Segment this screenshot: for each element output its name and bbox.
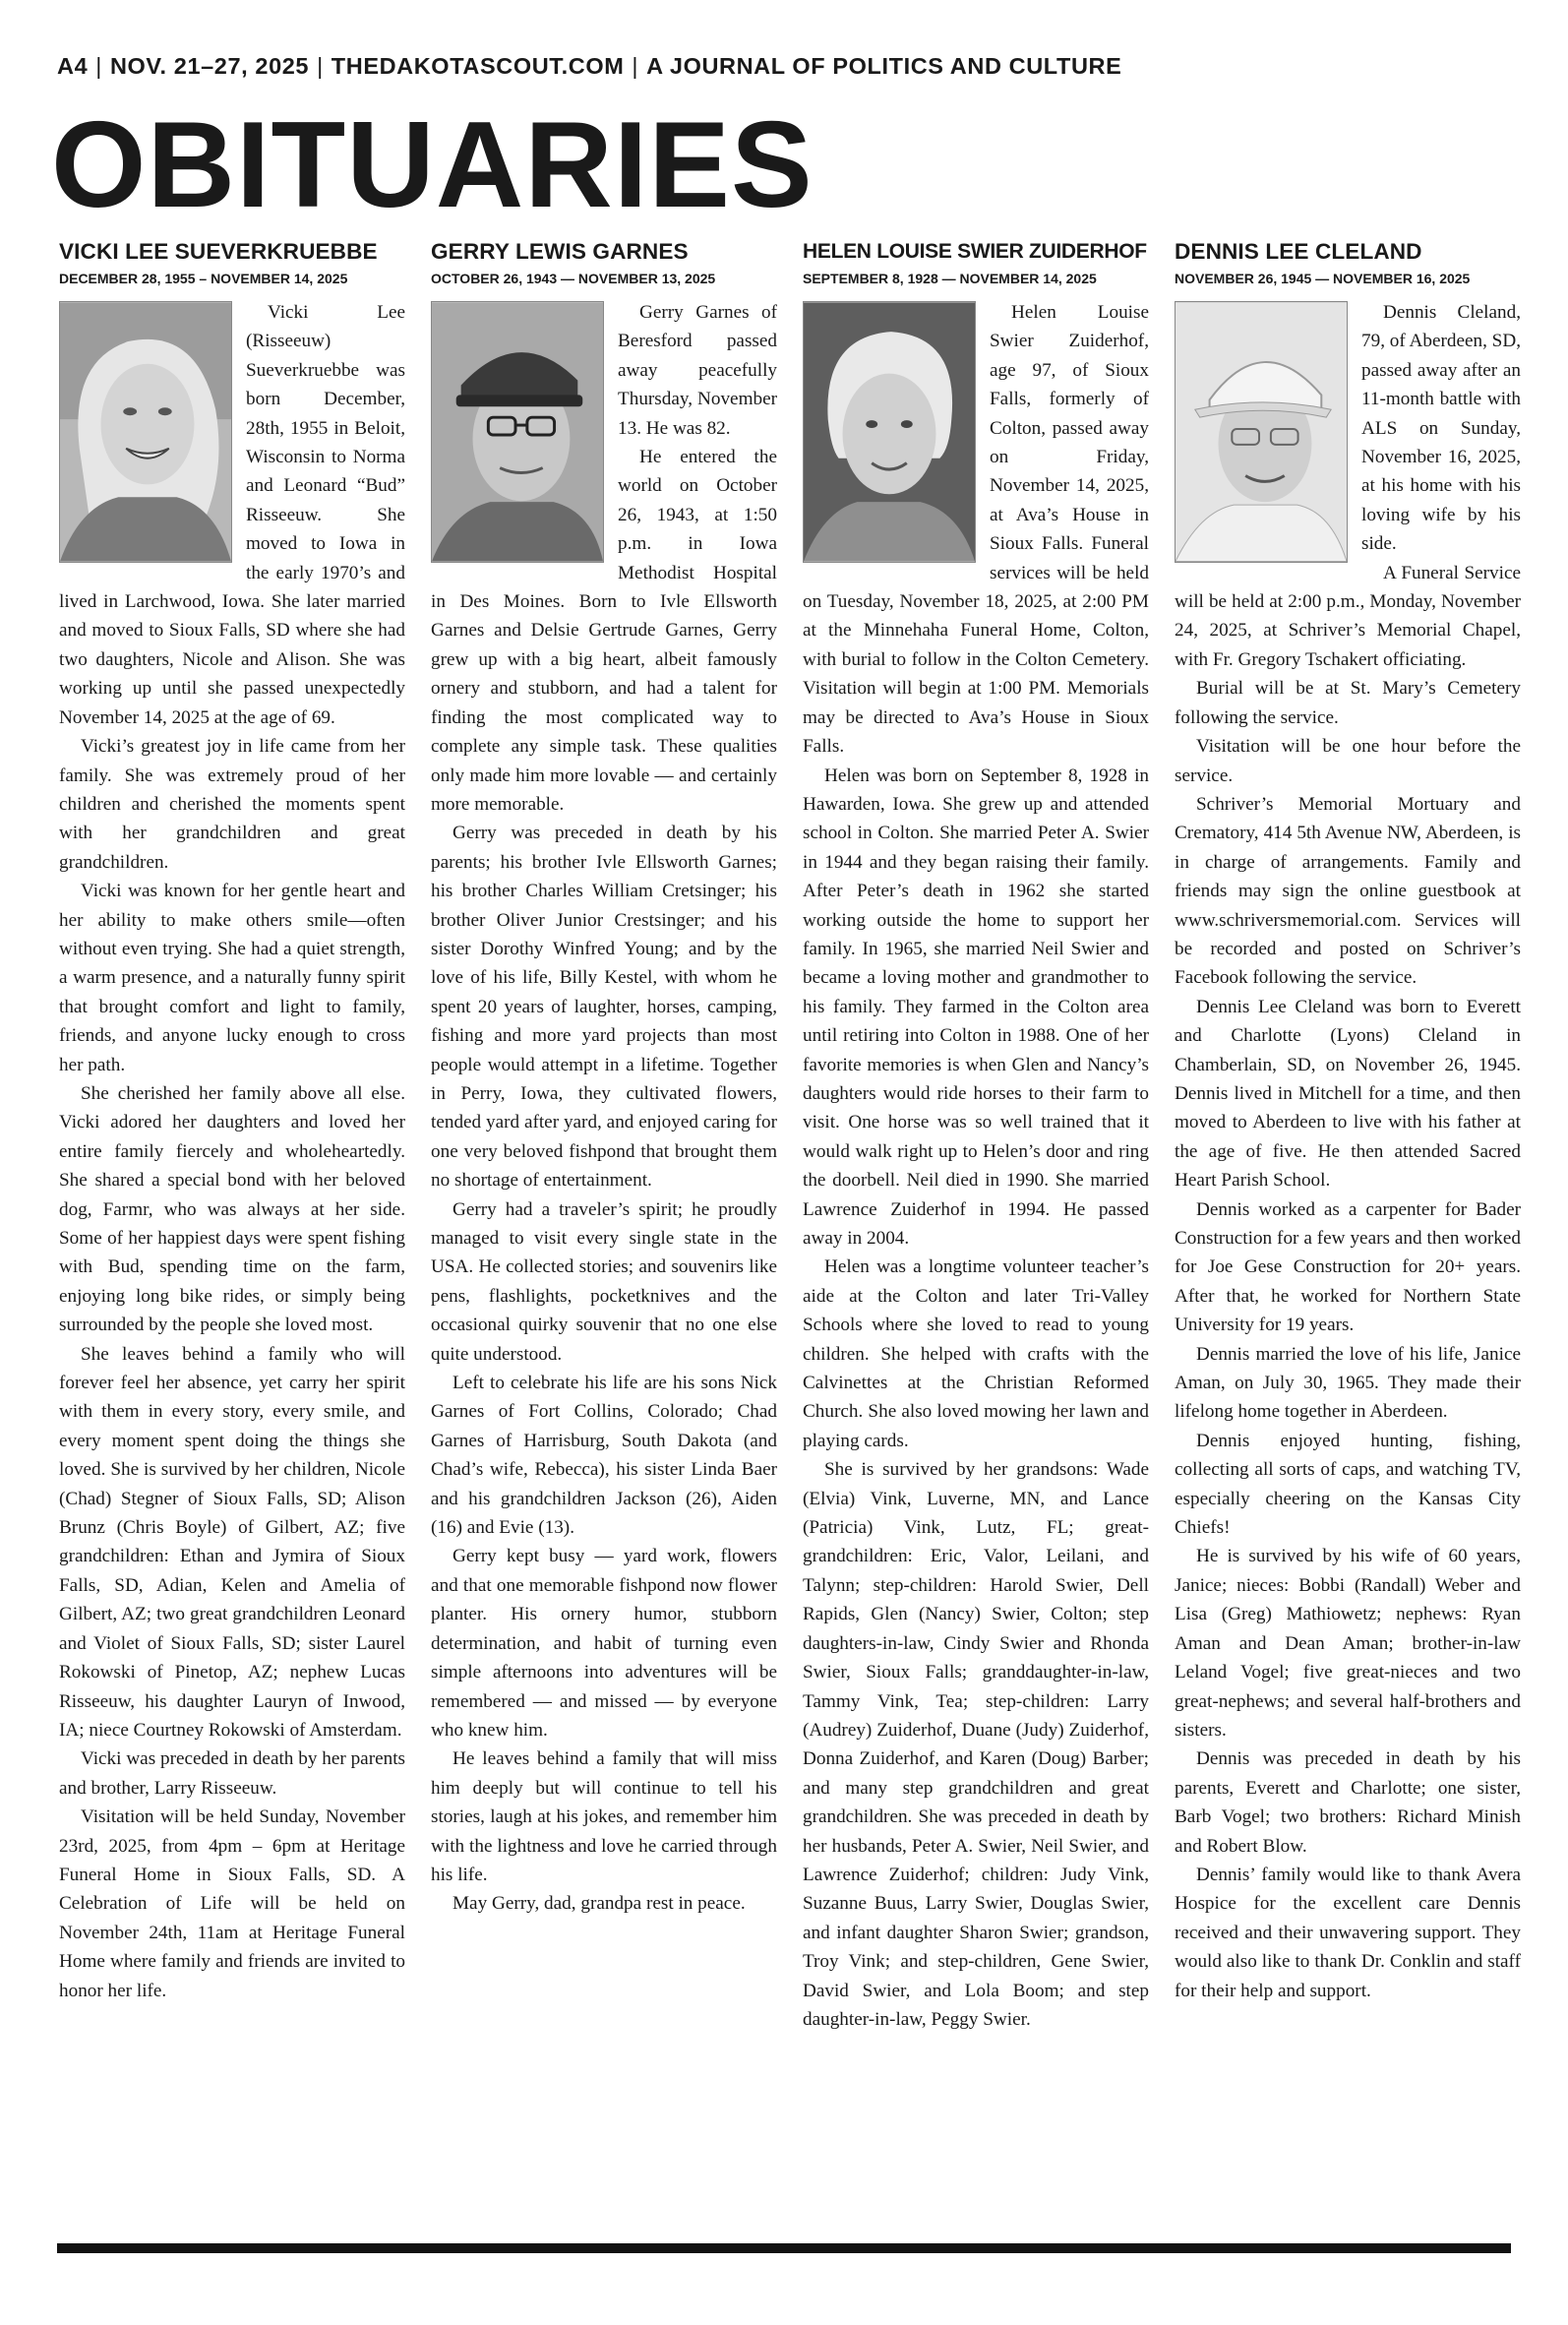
portrait-photo bbox=[431, 301, 604, 563]
obituary-paragraph: Helen Louise Swier Zuiderhof, age 97, of Sioux Falls, formerly of Colton, passed away on Friday, November 14, 2025, at Ava’s House in Sioux Falls. Funeral services will be held on Tuesday, November 18, 2025, at 2:00 PM at the Minnehaha Funeral Home, Colton, with burial to follow in the Colton Cemetery. Visitation will begin at 1:00 PM. Memorials may be directed to Ava’s House in Sioux Falls. bbox=[803, 302, 1149, 758]
obituary-paragraph: He leaves behind a family that will miss him deeply but will continue to tell his stories, laugh at his jokes, and remember him with the lightness and love he carried through his life. bbox=[431, 1748, 777, 1885]
portrait-photo bbox=[1175, 301, 1348, 563]
obituary-paragraph: Gerry was preceded in death by his parents; his brother Ivle Ellsworth Garnes; his brother Charles William Cretsinger; his brother Oliver Junior Crestsinger; and his sister Dorothy Winfred Young; and by the love of his life, Billy Kestel, with whom he spent 20 years of laughter, horses, camping, fishing and more yard projects than most people would attempt in a lifetime. Together in Perry, Iowa, they cultivated flowers, tended yard after yard, and enjoyed caring for one very beloved fishpond that brought them no shortage of entertainment. bbox=[431, 823, 777, 1192]
obituary-paragraph: A Funeral Service will be held at 2:00 p.m., Monday, November 24, 2025, at Schriver’s Memorial Chapel, with Fr. Gregory Tschakert officiating. bbox=[1175, 562, 1521, 670]
obituary-column bbox=[59, 238, 405, 2235]
portrait-photo bbox=[803, 301, 976, 563]
obituary-dates: SEPTEMBER 8, 1928 — NOVEMBER 14, 2025 bbox=[803, 271, 1097, 286]
obituary-paragraph: Visitation will be held Sunday, November 23rd, 2025, from 4pm – 6pm at Heritage Funeral Home in Sioux Falls, SD. A Celebration of Life will be held on November 24th, 11am at Heritage Funeral Home where family and friends are invited to honor her life. bbox=[59, 1806, 405, 2001]
obituary-paragraph: Helen was a longtime volunteer teacher’s aide at the Colton and later Tri-Valley Schools where she loved to read to young children. She helped with crafts with the Calvinettes at the Christian Reformed Church. She also loved mowing her lawn and playing cards. bbox=[803, 1256, 1149, 1451]
obituary-paragraph: Dennis enjoyed hunting, fishing, collecting all sorts of caps, and watching TV, especially cheering on the Kansas City Chiefs! bbox=[1175, 1430, 1521, 1539]
site-url: THEDAKOTASCOUT.COM bbox=[331, 53, 625, 79]
portrait-man-white-cap-icon bbox=[1176, 302, 1347, 562]
obituary-paragraph: Vicki was known for her gentle heart and her ability to make others smile—often without even trying. She had a quiet strength, a warm presence, and a naturally funny spirit that brought comfort and light to family, friends, and anyone lucky enough to cross her path. bbox=[59, 881, 405, 1075]
obituary-body bbox=[431, 298, 777, 1919]
obituary-dates: OCTOBER 26, 1943 — NOVEMBER 13, 2025 bbox=[431, 271, 716, 286]
obituary-paragraph: Schriver’s Memorial Mortuary and Crematory, 414 5th Avenue NW, Aberdeen, is in charge of arrangements. Family and friends may sign the online guestbook at www.schriversmemorial.com. Services will be recorded and posted on Schriver’s Facebook following the service. bbox=[1175, 793, 1521, 989]
obituary-paragraph: She is survived by her grandsons: Wade (Elvia) Vink, Luverne, MN, and Lance (Patricia) Vink, Lutz, FL; great-grandchildren: Eric, Valor, Leilani, and Talynn; step-children: Harold Swier, Dell Rapids, Glen (Nancy) Swier, Colton; step daughters-in-law, Cindy Swier and Rhonda Swier, Sioux Falls; granddaughter-in-law, Tammy Vink, Tea; step-children: Larry (Audrey) Zuiderhof, Duane (Judy) Zuiderhof, Donna Zuiderhof, and Karen (Doug) Barber; and many step grandchildren and great grandchildren. She was preceded in death by her husbands, Peter A. Swier, Neil Swier, and Lawrence Zuiderhof; children: Judy Vink, Suzanne Buus, Larry Swier, Douglas Swier, and infant daughter Sharon Swier; grandson, Troy Vink; and step-children, Gene Swier, David Swier, and Lola Boom; and step daughter-in-law, Peggy Swier. bbox=[803, 1459, 1149, 2030]
obituary-paragraph: She cherished her family above all else. Vicki adored her daughters and loved her entire family fiercely and wholeheartedly. She shared a special bond with her beloved dog, Farmr, who was always at her side. Some of her happiest days were spent fishing with Bud, spending time on the farm, enjoying long bike rides, or simply being surrounded by the people she loved most. bbox=[59, 1082, 405, 1336]
obituary-body bbox=[803, 298, 1149, 2034]
obituary-column bbox=[1175, 238, 1521, 2235]
obituary-paragraph: Dennis married the love of his life, Janice Aman, on July 30, 1965. They made their lifelong home together in Aberdeen. bbox=[1175, 1343, 1521, 1423]
page-folio bbox=[57, 51, 1513, 81]
obituary-paragraph: Vicki’s greatest joy in life came from her family. She was extremely proud of her children and cherished the moments spent with her grandchildren and great grandchildren. bbox=[59, 736, 405, 873]
obituary-paragraph: Dennis worked as a carpenter for Bader Construction for a few years and then worked for Joe Gese Construction for 20+ years. After that, he worked for Northern State University for 19 years. bbox=[1175, 1198, 1521, 1336]
obituary-paragraph: Helen was born on September 8, 1928 in Hawarden, Iowa. She grew up and attended school in Colton. She married Peter A. Swier in 1944 and they began raising their family. After Peter’s death in 1962 she started working outside the home to support her family. In 1965, she married Neil Swier and became a loving mother and grandmother to his family. They farmed in the Colton area until retiring into Colton in 1988. One of her favorite memories is when Glen and Nancy’s daughters would ride horses to their farm to visit. One horse was so well trained that it would walk right up to Helen’s door and ring the doorbell. Neil died in 1990. She married Lawrence Zuiderhof in 1994. He passed away in 2004. bbox=[803, 765, 1149, 1249]
folio-divider: | bbox=[632, 53, 639, 79]
obituary-paragraph: Vicki was preceded in death by her parents and brother, Larry Risseeuw. bbox=[59, 1748, 405, 1799]
obituary-paragraph: He entered the world on October 26, 1943, at 1:50 p.m. in Iowa Methodist Hospital in Des Moines. Born to Ivle Ellsworth Garnes and Delsie Gertrude Garnes, Gerry grew up with a big heart, albeit famously ornery and stubborn, and had a talent for finding the most complicated way to complete any simple task. These qualities only made him more lovable — and certainly more memorable. bbox=[431, 447, 777, 815]
portrait-woman-smiling-icon bbox=[60, 302, 231, 562]
obituary-column bbox=[431, 238, 777, 2235]
obituary-dates: DECEMBER 28, 1955 – NOVEMBER 14, 2025 bbox=[59, 271, 348, 286]
obituary-name: DENNIS LEE CLELAND bbox=[1175, 239, 1422, 264]
obituary-paragraph: Dennis Lee Cleland was born to Everett and Charlotte (Lyons) Cleland in Chamberlain, SD, on November 26, 1945. Dennis lived in Mitchell for a time, and then moved to Aberdeen to live with his father at the age of five. He then attended Sacred Heart Parish School. bbox=[1175, 996, 1521, 1192]
obituary-paragraph: He is survived by his wife of 60 years, Janice; nieces: Bobbi (Randall) Weber and Lisa (Greg) Mathiowetz; nephews: Ryan Aman and Dean Aman; brother-in-law Leland Vogel; five great-nieces and two great-nephews; and several half-brothers and sisters. bbox=[1175, 1546, 1521, 1741]
obituary-paragraph: Dennis Cleland, 79, of Aberdeen, SD, passed away after an 11-month battle with ALS on Sunday, November 16, 2025, at his home with his loving wife by his side. bbox=[1361, 302, 1521, 555]
obituary-paragraph: Gerry had a traveler’s spirit; he proudly managed to visit every single state in the USA. He collected stories; and souvenirs like pens, flashlights, pocketknives and the occasional quirky souvenir that no one else quite understood. bbox=[431, 1198, 777, 1365]
bottom-rule bbox=[57, 2243, 1511, 2253]
obituary-dates: NOVEMBER 26, 1945 — NOVEMBER 16, 2025 bbox=[1175, 271, 1471, 286]
obituary-paragraph: Left to celebrate his life are his sons Nick Garnes of Fort Collins, Colorado; Chad Garnes of Harrisburg, South Dakota (and Chad’s wife, Rebecca), his sister Linda Baer and his grandchildren Jackson (26), Aiden (16) and Evie (13). bbox=[431, 1373, 777, 1539]
folio-divider: | bbox=[95, 53, 102, 79]
obituary-paragraph: Vicki Lee (Risseeuw) Sueverkruebbe was born December, 28th, 1955 in Beloit, Wisconsin to Norma and Leonard “Bud” Risseeuw. She moved to Iowa in the early 1970’s and lived in Larchwood, Iowa. She later married and moved to Sioux Falls, SD where she had two daughters, Nicole and Alison. She was working up until she passed unexpectedly November 14, 2025 at the age of 69. bbox=[59, 302, 405, 728]
publication-tagline: A JOURNAL OF POLITICS AND CULTURE bbox=[646, 53, 1122, 79]
obituary-name: VICKI LEE SUEVERKRUEBBE bbox=[59, 239, 378, 264]
portrait-elderly-woman-icon bbox=[804, 302, 975, 562]
obituary-paragraph: She leaves behind a family who will forever feel her absence, yet carry her spirit with them in every story, every smile, and every moment spent doing the things she loved. She is survived by her children, Nicole (Chad) Stegner of Sioux Falls, SD; Alison Brunz (Chris Boyle) of Gilbert, AZ; five grandchildren: Ethan and Jymira of Sioux Falls, SD, Adian, Kelen and Amelia of Gilbert, AZ; two great grandchildren Leonard and Violet of Sioux Falls, SD; sister Laurel Rokowski of Pinetop, AZ; nephew Lucas Risseeuw, his daughter Lauryn of Inwood, IA; niece Courtney Rokowski of Amsterdam. bbox=[59, 1343, 405, 1741]
obituary-name: HELEN LOUISE SWIER ZUIDERHOF bbox=[803, 240, 1147, 263]
obituary-column bbox=[803, 238, 1149, 2235]
portrait-man-cap-glasses-icon bbox=[432, 302, 603, 562]
obituary-paragraph: May Gerry, dad, grandpa rest in peace. bbox=[452, 1893, 746, 1915]
section-title: OBITUARIES bbox=[51, 97, 814, 233]
issue-dates: NOV. 21–27, 2025 bbox=[109, 53, 310, 79]
obituary-paragraph: Visitation will be one hour before the service. bbox=[1175, 736, 1521, 786]
obituary-body bbox=[59, 298, 405, 2005]
obituary-paragraph: Gerry Garnes of Beresford passed away peacefully Thursday, November 13. He was 82. bbox=[618, 302, 777, 439]
obituary-name: GERRY LEWIS GARNES bbox=[431, 239, 689, 264]
obituary-paragraph: Burial will be at St. Mary’s Cemetery following the service. bbox=[1175, 678, 1521, 728]
obituary-paragraph: Dennis was preceded in death by his parents, Everett and Charlotte; one sister, Barb Vogel; two brothers: Richard Minish and Robert Blow. bbox=[1175, 1748, 1521, 1857]
obituary-paragraph: Gerry kept busy — yard work, flowers and that one memorable fishpond now flower planter. His ornery humor, stubborn determination, and habit of turning even simple afternoons into adventures will be remembered — and missed — by everyone who knew him. bbox=[431, 1546, 777, 1741]
obituary-body bbox=[1175, 298, 1521, 2005]
portrait-photo bbox=[59, 301, 232, 563]
folio-divider: | bbox=[317, 53, 324, 79]
obituary-paragraph: Dennis’ family would like to thank Avera Hospice for the excellent care Dennis received and their unwavering support. They would also like to thank Dr. Conklin and staff for their help and support. bbox=[1175, 1864, 1521, 2001]
page-number: A4 bbox=[57, 53, 89, 79]
